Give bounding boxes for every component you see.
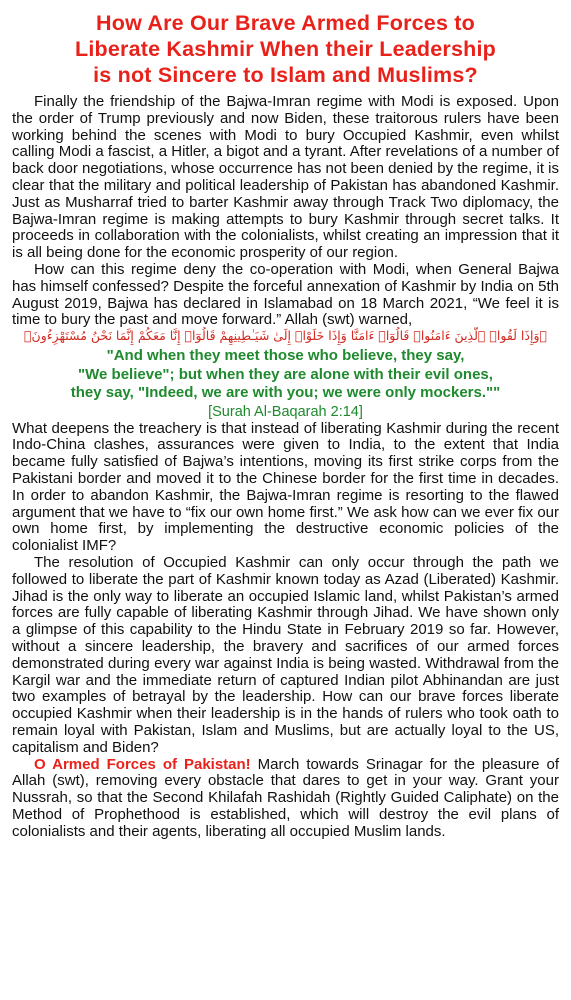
paragraph-5-text: March towards Srinagar for the pleasure of Allah (swt), removing every obstacle that dares to get in your way. Grant your Nussrah, so that the Second Khilafah Rashidah (Rightly Guided Caliphate) on the Method of Prophethood is established, which will destroy the evil plans of colonialists and their agents, liberating all occupied Muslim lands. <box>12 755 559 840</box>
title-line-1: How Are Our Brave Armed Forces to <box>96 11 475 35</box>
paragraph-4: The resolution of Occupied Kashmir can only occur through the path we followed to liberate the part of Kashmir known today as Azad (Liberated) Kashmir. Jihad is the only way to liberate an occupied Islamic land, whilst Pakistan’s armed forces are fully capable of liberating Kashmir through Jihad. We have shown only a glimpse of this capability to the Hindu State in February 2019 so far. However, without a sincere leadership, the bravery and sacrifices of our armed forces demonstrated during every war against India is being wasted. Withdrawal from the Kargil war and the immediate return of captured Indian pilot Abhinandan are just two examples of betrayal by the leadership. How can our brave forces liberate occupied Kashmir when their leadership is in the hands of rulers who took oath to remain loyal with Pakistan, Islam and Muslims, but are actually loyal to the US, capitalism and Biden? <box>12 554 559 756</box>
paragraph-5 <box>12 757 559 841</box>
title-line-2: Liberate Kashmir When their Leadership <box>75 37 496 61</box>
paragraph-1: Finally the friendship of the Bajwa-Imran regime with Modi is exposed. Upon the order of Trump previously and now Biden, these traitorous rulers have been working behind the scenes with Modi to bury Occupied Kashmir, even whilst calling Modi a fascist, a Hitler, a bigot and a tyrant. After revelations of a number of back door negotiations, whose occurrence has not been denied by the regime, it is clear that the military and political leadership of Pakistan has abandoned Kashmir. Just as Musharraf tried to barter Kashmir away through Track Two diplomacy, the Bajwa-Imran regime is making attempts to bury Kashmir through secret talks. It proceeds in collaboration with the colonialists, whilst creating an impression that it is all being done for the economic prosperity of our region. <box>12 93 560 262</box>
verse-line-1: "And when they meet those who believe, they say, <box>106 347 465 365</box>
verse-line-3: they say, "Indeed, we are with you; we were only mockers."" <box>70 384 501 402</box>
paragraph-2: How can this regime deny the co-operation with Modi, when General Bajwa has himself confessed? Despite the forceful annexation of Kashmir by India on 5th August 2019, Bajwa has declared in Islamabad on 18 March 2021, “We feel it is time to bury the past and move forward.” Allah (swt) warned, <box>12 260 559 329</box>
verse-line-2: "We believe"; but when they are alone with their evil ones, <box>78 365 493 383</box>
call-to-armed-forces: O Armed Forces of Pakistan! <box>34 755 251 773</box>
paragraph-3: What deepens the treachery is that instead of liberating Kashmir during the recent Indo-China clashes, assurances were given to India, to the extent that India became fully satisfied of Bajwa’s intentions, moving its first strike corps from the Pakistani border and moved it to the Chinese border for the first time in decades. In order to abandon Kashmir, the Bajwa-Imran regime is resorting to the flawed argument that we have to “fix our own home first.” We ask how can we ever fix our own home first, by implementing the destructive economic policies of the colonialist IMF? <box>12 419 559 555</box>
verse-translation <box>12 347 559 403</box>
verse-reference: [Surah Al-Baqarah 2:14] <box>208 403 363 420</box>
page-title <box>12 10 559 88</box>
arabic-verse: ﴿وَإِذَا لَقُوا۟ ٱلَّذِينَ ءَامَنُوا۟ قَالُوٓا۟ ءَامَنَّا وَإِذَا خَلَوْا۟ إِلَىٰ شَيَـٰطِينِهِمْ قَالُوٓا۟ إِنَّا مَعَكُمْ إِنَّمَا نَحْنُ مُسْتَهْزِءُونَ﴾ <box>24 328 547 344</box>
title-line-3: is not Sincere to Islam and Muslims? <box>93 63 478 87</box>
